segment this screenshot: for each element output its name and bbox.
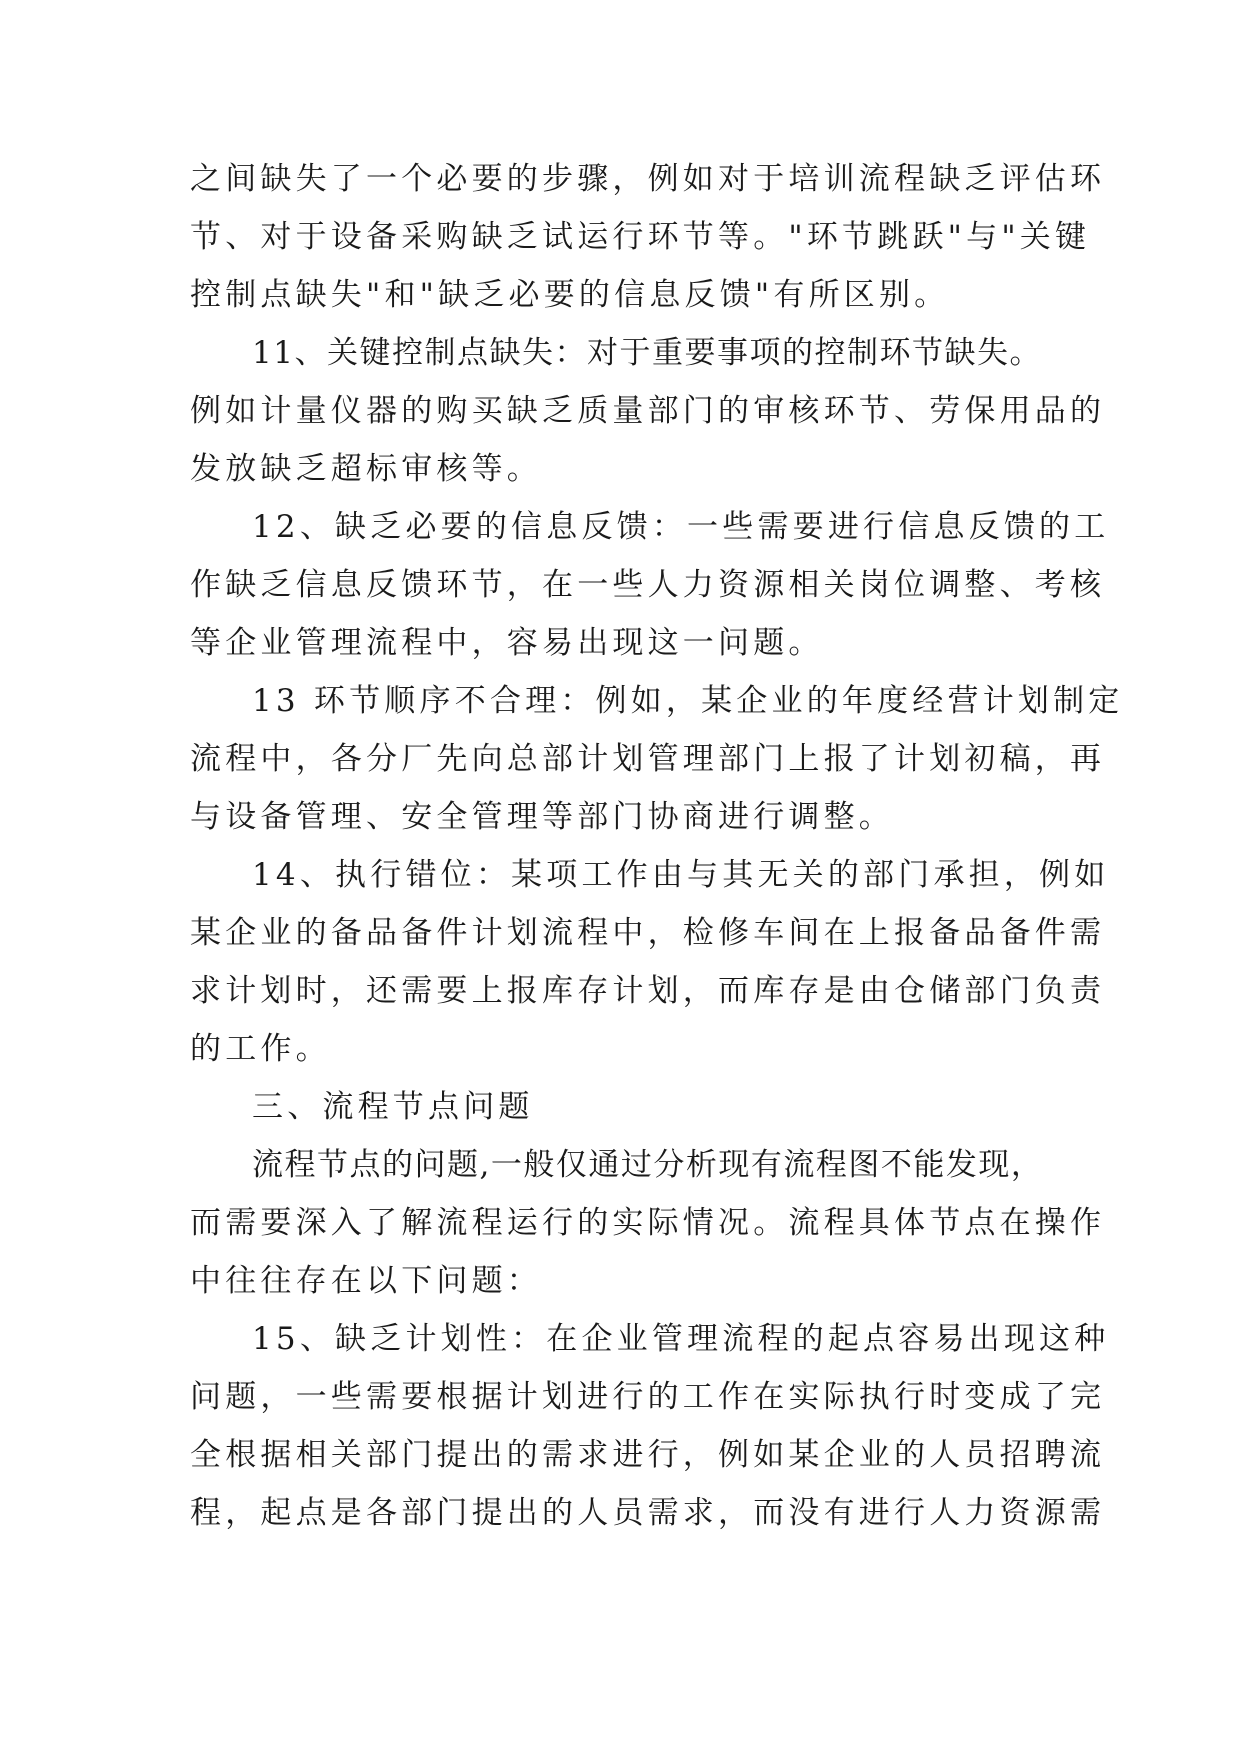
- text-line-15: 求计划时，还需要上报库存计划，而库存是由仓储部门负责: [190, 973, 1106, 1009]
- text-line-23: 全根据相关部门提出的需求进行，例如某企业的人员招聘流: [190, 1437, 1106, 1473]
- text-line-6: 发放缺乏超标审核等。: [190, 451, 542, 487]
- text-line-9: 等企业管理流程中，容易出现这一问题。: [190, 625, 824, 661]
- text-line-3: 控制点缺失"和"缺乏必要的信息反馈"有所区别。: [190, 277, 950, 313]
- text-line-12: 与设备管理、安全管理等部门协商进行调整。: [190, 799, 894, 835]
- text-line-14: 某企业的备品备件计划流程中，检修车间在上报备品备件需: [190, 915, 1106, 951]
- section-intro-line-3: 中往往存在以下问题：: [190, 1263, 542, 1299]
- text-line-16: 的工作。: [190, 1031, 331, 1067]
- text-line-22: 问题，一些需要根据计划进行的工作在实际执行时变成了完: [190, 1379, 1106, 1415]
- text-line-5: 例如计量仪器的购买缺乏质量部门的审核环节、劳保用品的: [190, 393, 1106, 429]
- item-14-heading-line: 14、执行错位：某项工作由与其无关的部门承担，例如: [252, 857, 1110, 893]
- text-line-2: 节、对于设备采购缺乏试运行环节等。"环节跳跃"与"关键: [190, 219, 1091, 255]
- text-line-11: 流程中，各分厂先向总部计划管理部门上报了计划初稿，再: [190, 741, 1106, 777]
- text-line-24: 程，起点是各部门提出的人员需求，而没有进行人力资源需: [190, 1495, 1106, 1531]
- text-line-8: 作缺乏信息反馈环节，在一些人力资源相关岗位调整、考核: [190, 567, 1106, 603]
- item-13-heading-line: 13 环节顺序不合理：例如，某企业的年度经营计划制定: [252, 683, 1124, 719]
- section-intro-line-1: 流程节点的问题,一般仅通过分析现有流程图不能发现，: [252, 1147, 1044, 1183]
- item-11-heading-line: 11、关键控制点缺失：对于重要事项的控制环节缺失。: [252, 335, 1042, 371]
- section-heading: 三、流程节点问题: [252, 1089, 534, 1125]
- section-intro-line-2: 而需要深入了解流程运行的实际情况。流程具体节点在操作: [190, 1205, 1106, 1241]
- text-line-1: 之间缺失了一个必要的步骤，例如对于培训流程缺乏评估环: [190, 161, 1106, 197]
- item-15-heading-line: 15、缺乏计划性：在企业管理流程的起点容易出现这种: [252, 1321, 1110, 1357]
- item-12-heading-line: 12、缺乏必要的信息反馈：一些需要进行信息反馈的工: [252, 509, 1110, 545]
